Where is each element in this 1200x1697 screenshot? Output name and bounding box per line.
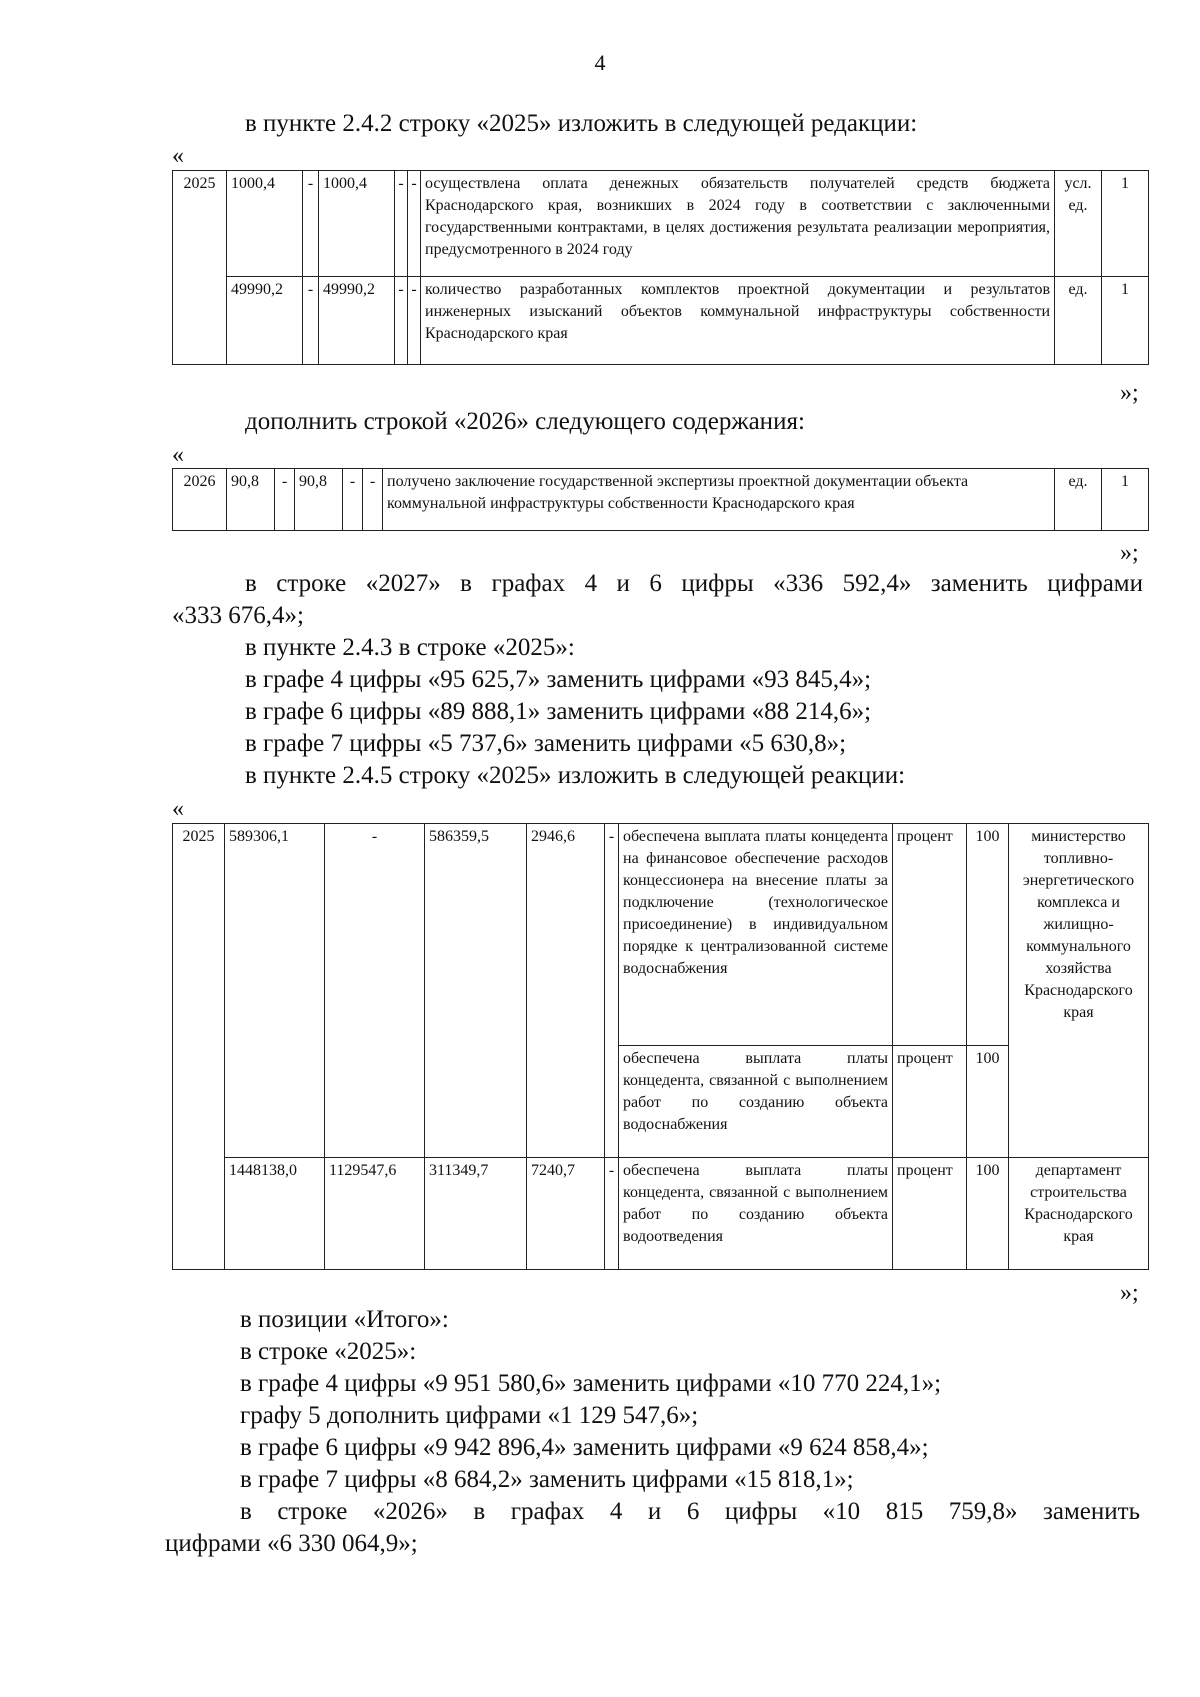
- table-2-4-5: [172, 823, 1149, 1270]
- unit-cell: процент: [893, 824, 967, 1046]
- paragraph-total-grafa6: в графе 6 цифры «9 942 896,4» заменить цифрами «9 624 858,4»;: [240, 1434, 929, 1461]
- table-cell: -: [408, 277, 421, 365]
- description-cell: осуществлена оплата денежных обязательств получателей средств бюджета Краснодарского края, возникших в 2024 году в соответствии с заключенными государственными контрактами, в целях достижения результата реализации мероприятия, предусмотренного в 2024 году: [421, 171, 1055, 277]
- table-cell: 90,8: [227, 469, 275, 531]
- value-cell: 100: [967, 824, 1009, 1046]
- table-cell: 1129547,6: [325, 1158, 425, 1270]
- open-quote: «: [172, 796, 184, 822]
- table-cell: 311349,7: [425, 1158, 527, 1270]
- responsible-org-cell: министерство топливно-энергетического комплекса и жилищно-коммунального хозяйства Краснодарского края: [1009, 824, 1149, 1158]
- table-cell: 586359,5: [425, 824, 527, 1158]
- table-cell: 7240,7: [527, 1158, 605, 1270]
- table-row: [173, 277, 1149, 365]
- paragraph-2-4-5: в пункте 2.4.5 строку «2025» изложить в следующей реакции:: [245, 762, 906, 789]
- unit-cell: ед.: [1055, 277, 1102, 365]
- paragraph-2027-line1: в строке «2027» в графах 4 и 6 цифры «336 592,4» заменить цифрами: [245, 570, 1143, 597]
- paragraph-row-2026-line1: в строке «2026» в графах 4 и 6 цифры «10 815 759,8» заменить: [240, 1498, 1140, 1525]
- description-cell: обеспечена выплата платы концедента на финансовое обеспечение расходов концессионера на внесение платы за подключение (технологическое присоединение) в индивидуальном порядке к централизованной системе водоснабжения: [619, 824, 893, 1046]
- table-cell: 1000,4: [319, 171, 395, 277]
- table-cell: -: [605, 824, 619, 1158]
- paragraph-row-2025: в строке «2025»:: [240, 1338, 417, 1365]
- page-number: 4: [594, 50, 606, 75]
- paragraph-2-4-2: в пункте 2.4.2 строку «2025» изложить в следующей редакции:: [245, 110, 918, 137]
- table-cell: -: [395, 277, 408, 365]
- table-cell: 589306,1: [225, 824, 325, 1158]
- table-row: [173, 171, 1149, 277]
- description-cell: обеспечена выплата платы концедента, связанной с выполнением работ по созданию объекта водоотведения: [619, 1158, 893, 1270]
- value-cell: 100: [967, 1158, 1009, 1270]
- paragraph-row-2026-line2: цифрами «6 330 064,9»;: [165, 1530, 418, 1557]
- close-quote: »;: [1120, 380, 1139, 406]
- unit-cell: усл. ед.: [1055, 171, 1102, 277]
- description-cell: получено заключение государственной экспертизы проектной документации объекта коммунальной инфраструктуры собственности Краснодарского края: [383, 469, 1055, 531]
- year-cell: 2026: [173, 469, 227, 531]
- table-cell: -: [343, 469, 363, 531]
- table-cell: -: [303, 277, 319, 365]
- table-row: [173, 824, 1149, 1046]
- unit-cell: процент: [893, 1158, 967, 1270]
- paragraph-grafa6: в графе 6 цифры «89 888,1» заменить цифрами «88 214,6»;: [245, 698, 872, 725]
- description-cell: обеспечена выплата платы концедента, связанной с выполнением работ по созданию объекта водоснабжения: [619, 1046, 893, 1158]
- paragraph-add-2026: дополнить строкой «2026» следующего содержания:: [245, 408, 805, 435]
- year-cell: 2025: [173, 824, 225, 1270]
- paragraph-grafa7: в графе 7 цифры «5 737,6» заменить цифрами «5 630,8»;: [245, 730, 847, 757]
- table-cell: -: [408, 171, 421, 277]
- paragraph-itogo: в позиции «Итого»:: [240, 1306, 449, 1333]
- paragraph-2027-line2: «333 676,4»;: [172, 602, 304, 629]
- unit-cell: ед.: [1055, 469, 1102, 531]
- value-cell: 100: [967, 1046, 1009, 1158]
- table-cell: 49990,2: [319, 277, 395, 365]
- open-quote: «: [172, 143, 184, 169]
- open-quote: «: [172, 442, 184, 468]
- table-cell: -: [395, 171, 408, 277]
- table-2-4-2: [172, 170, 1149, 365]
- table-cell: 1000,4: [227, 171, 303, 277]
- paragraph-grafa4: в графе 4 цифры «95 625,7» заменить цифрами «93 845,4»;: [245, 666, 872, 693]
- close-quote: »;: [1120, 540, 1139, 566]
- table-cell: 1448138,0: [225, 1158, 325, 1270]
- table-cell: -: [605, 1158, 619, 1270]
- value-cell: 1: [1102, 469, 1149, 531]
- value-cell: 1: [1102, 277, 1149, 365]
- description-cell: количество разработанных комплектов проектной документации и результатов инженерных изысканий объектов коммунальной инфраструктуры собственности Краснодарского края: [421, 277, 1055, 365]
- value-cell: 1: [1102, 171, 1149, 277]
- paragraph-total-grafa7: в графе 7 цифры «8 684,2» заменить цифрами «15 818,1»;: [240, 1466, 854, 1493]
- table-cell: -: [303, 171, 319, 277]
- paragraph-total-grafa4: в графе 4 цифры «9 951 580,6» заменить цифрами «10 770 224,1»;: [240, 1370, 942, 1397]
- unit-cell: процент: [893, 1046, 967, 1158]
- table-cell: -: [275, 469, 295, 531]
- table-cell: 90,8: [295, 469, 343, 531]
- table-cell: -: [363, 469, 383, 531]
- close-quote: »;: [1120, 1280, 1139, 1306]
- paragraph-2-4-3: в пункте 2.4.3 в строке «2025»:: [245, 634, 575, 661]
- table-row: [173, 469, 1149, 531]
- table-row: [173, 1158, 1149, 1270]
- table-2026: [172, 468, 1149, 531]
- paragraph-total-grafa5: графу 5 дополнить цифрами «1 129 547,6»;: [240, 1402, 699, 1429]
- responsible-org-cell: департамент строительства Краснодарского края: [1009, 1158, 1149, 1270]
- year-cell: 2025: [173, 171, 227, 365]
- table-cell: 2946,6: [527, 824, 605, 1158]
- table-cell: 49990,2: [227, 277, 303, 365]
- table-cell: -: [325, 824, 425, 1158]
